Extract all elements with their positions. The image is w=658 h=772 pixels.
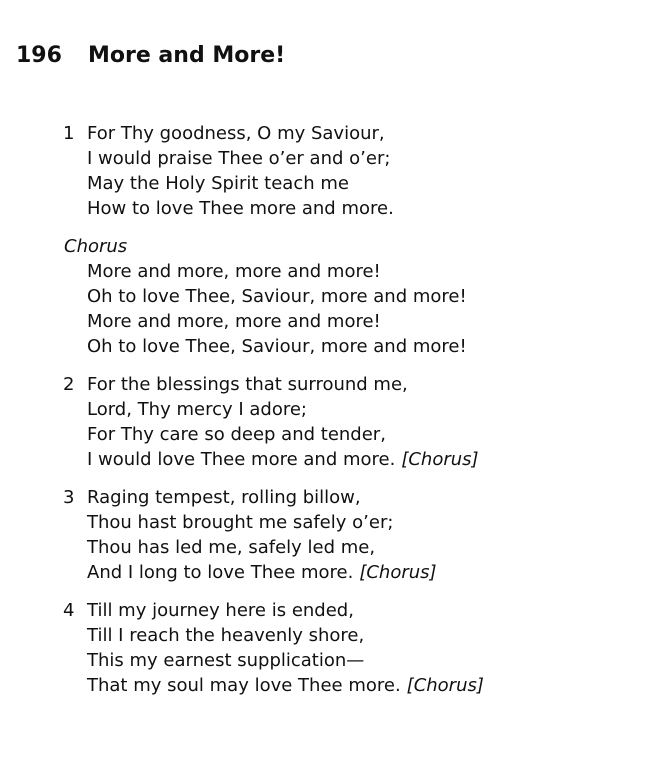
verse-number: 3 — [63, 487, 75, 508]
verse-line-text: Raging tempest, rolling billow, — [87, 487, 361, 508]
chorus-reference: [Chorus] — [359, 562, 437, 583]
verse-2 — [0, 372, 658, 472]
chorus-line — [0, 309, 658, 334]
hymn-title: More and More! — [88, 43, 286, 68]
verse-line-text: How to love Thee more and more. — [87, 198, 394, 219]
verse-line-text: I would praise Thee o’er and o’er; — [87, 148, 391, 169]
chorus-line — [0, 334, 658, 359]
verse-line-text: For Thy care so deep and tender, — [87, 424, 386, 445]
verse-3 — [0, 485, 658, 585]
verse-line-text: For Thy goodness, O my Saviour, — [87, 123, 385, 144]
verse-number: 2 — [63, 374, 75, 395]
verse-line-text: Till my journey here is ended, — [87, 600, 354, 621]
verse-line-text: Thou has led me, safely led me, — [87, 537, 376, 558]
verse-line-text: Lord, Thy mercy I adore; — [87, 399, 307, 420]
verse-line-text: I would love Thee more and more. — [87, 449, 396, 470]
verse-line-text: For the blessings that surround me, — [87, 374, 408, 395]
verse-line — [0, 560, 658, 585]
verse-line — [0, 485, 658, 510]
verse-line — [0, 535, 658, 560]
verse-4 — [0, 598, 658, 698]
verse-line-text-with-ref — [87, 560, 437, 585]
verse-line — [0, 121, 658, 146]
verse-line-text: That my soul may love Thee more. — [87, 675, 401, 696]
chorus-reference: [Chorus] — [406, 675, 484, 696]
verse-line-text-with-ref — [87, 447, 479, 472]
verse-line-text: Thou hast brought me safely o’er; — [87, 512, 394, 533]
chorus-label-line — [0, 234, 658, 259]
verse-line — [0, 422, 658, 447]
verse-line — [0, 623, 658, 648]
verse-line — [0, 146, 658, 171]
chorus-line-text: More and more, more and more! — [87, 261, 381, 282]
hymn-number: 196 — [16, 43, 62, 68]
verse-line — [0, 648, 658, 673]
verse-line-text: May the Holy Spirit teach me — [87, 173, 349, 194]
verse-line-text: This my earnest supplication— — [87, 650, 365, 671]
verse-line — [0, 397, 658, 422]
chorus-label: Chorus — [64, 236, 128, 257]
verse-1 — [0, 121, 658, 221]
verse-number: 4 — [63, 600, 75, 621]
verse-line-text: Till I reach the heavenly shore, — [87, 625, 365, 646]
verse-line-text: And I long to love Thee more. — [87, 562, 354, 583]
verse-line-text-with-ref — [87, 673, 484, 698]
verse-line — [0, 171, 658, 196]
chorus-line-text: Oh to love Thee, Saviour, more and more! — [87, 336, 467, 357]
chorus-line-text: More and more, more and more! — [87, 311, 381, 332]
chorus-line — [0, 284, 658, 309]
chorus-line-text: Oh to love Thee, Saviour, more and more! — [87, 286, 467, 307]
verse-line — [0, 372, 658, 397]
chorus — [0, 234, 658, 359]
chorus-line — [0, 259, 658, 284]
chorus-reference: [Chorus] — [401, 449, 479, 470]
verse-number: 1 — [63, 123, 75, 144]
verse-line — [0, 196, 658, 221]
verse-line — [0, 598, 658, 623]
verse-line — [0, 447, 658, 472]
verse-line — [0, 510, 658, 535]
verse-line — [0, 673, 658, 698]
